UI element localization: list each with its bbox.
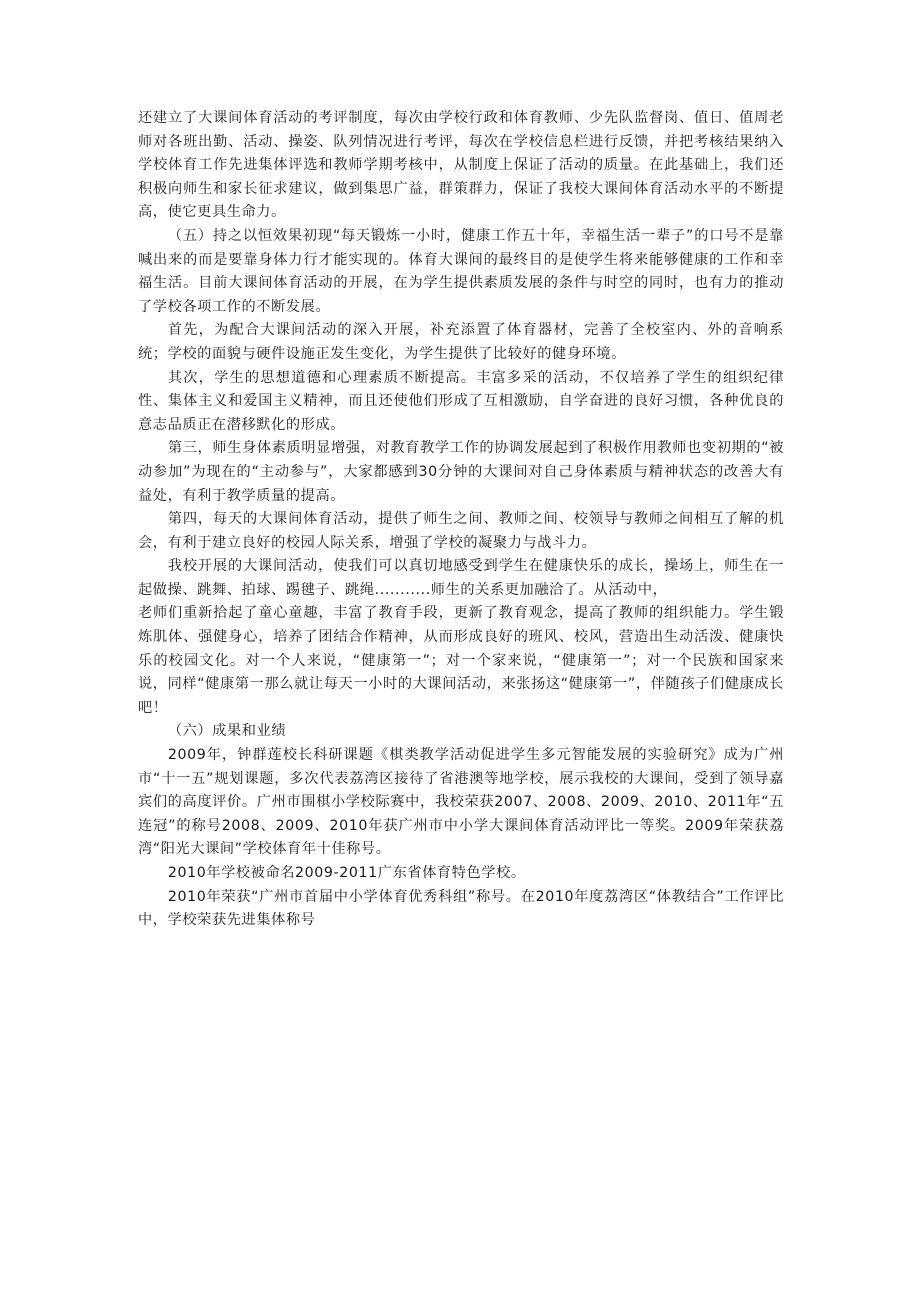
paragraph-second: 其次，学生的思想道德和心理素质不断提高。丰富多采的活动，不仅培养了学生的组织纪律性、集体主义和爱国主义精神，而且还使他们形成了互相激励，自学奋进的良好习惯，各种优良的意志品质正在潜移默化的形成。 [138, 369, 784, 433]
paragraph-section-five: （五）持之以恒效果初现“每天锻炼一小时，健康工作五十年，幸福生活一辈子”的口号不是靠喊出来的而是要靠身体力行才能实现的。体育大课间的最终目的是使学生将来能够健康的工作和幸福生活。目前大课间体育活动的开展，在为学生提供素质发展的条件与时空的同时，也有力的推动了学校各项工作的不断发展。 [138, 227, 784, 315]
document-body [138, 107, 784, 933]
paragraph-evaluation-system: 还建立了大课间体育活动的考评制度，每次由学校行政和体育教师、少先队监督岗、值日、值周老师对各班出勤、活动、操姿、队列情况进行考评，每次在学校信息栏进行反馈，并把考核结果纳入学校体育工作先进集体评选和教师学期考核中，从制度上保证了活动的质量。在此基础上，我们还积极向师生和家长征求建议，做到集思广益，群策群力，保证了我校大课间体育活动水平的不断提高，使它更具生命力。 [138, 110, 784, 221]
paragraph-achievements-2009: 2009年，钟群莲校长科研课题《棋类教学活动促进学生多元智能发展的实验研究》成为广州市“十一五”规划课题，多次代表荔湾区接待了省港澳等地学校，展示我校的大课间，受到了领导嘉宾们的高度评价。广州市围棋小学校际赛中，我校荣获2007、2008、2009、2010、2011年“五连冠”的称号2008、2009、2010年获广州市中小学大课间体育活动评比一等奖。2009年荣获荔湾“阳光大课间”学校体育年十佳称号。 [138, 747, 784, 858]
paragraph-first: 首先，为配合大课间活动的深入开展，补充添置了体育器材，完善了全校室内、外的音响系统；学校的面貌与硬件设施正发生变化，为学生提供了比较好的健身环境。 [138, 322, 784, 362]
paragraph-achievements-2010-school: 2010年学校被命名2009-2011广东省体育特色学校。 [167, 865, 526, 881]
paragraph-third: 第三，师生身体素质明显增强，对教育教学工作的协调发展起到了积极作用教师也变初期的“被动参加”为现在的“主动参与”，大家都感到30分钟的大课间对自己身体素质与精神状态的改善大有益处，有利于教学质量的提高。 [138, 440, 784, 504]
paragraph-fourth: 第四，每天的大课间体育活动，提供了师生之间、教师之间、校领导与教师之间相互了解的机会，有利于建立良好的校园人际关系，增强了学校的凝聚力与战斗力。 [138, 511, 784, 551]
paragraph-achievements-2010-award: 2010年荣获“广州市首届中小学体育优秀科组”称号。在2010年度荔湾区“体教结合”工作评比中，学校荣获先进集体称号 [138, 888, 784, 929]
section-heading-six: （六）成果和业绩 [167, 723, 287, 740]
paragraph-teachers: 老师们重新拾起了童心童趣，丰富了教育手段，更新了教育观念，提高了教师的组织能力。学生锻炼肌体、强健身心，培养了团结合作精神，从而形成良好的班风、校风，营造出生动活泼、健康快乐的校园文化。对一个人来说，“健康第一”；对一个家来说，“健康第一”；对一个民族和国家来说，同样“健康第一那么就让每天一小时的大课间活动，来张扬这“健康第一”，伴随孩子们健康成长吧！ [138, 605, 784, 716]
paragraph-activities: 我校开展的大课间活动，使我们可以真切地感受到学生在健康快乐的成长，操场上，师生在一起做操、跳舞、拍球、踢毽子、跳绳...........师生的关系更加融洽了。从活动中， [138, 558, 784, 598]
